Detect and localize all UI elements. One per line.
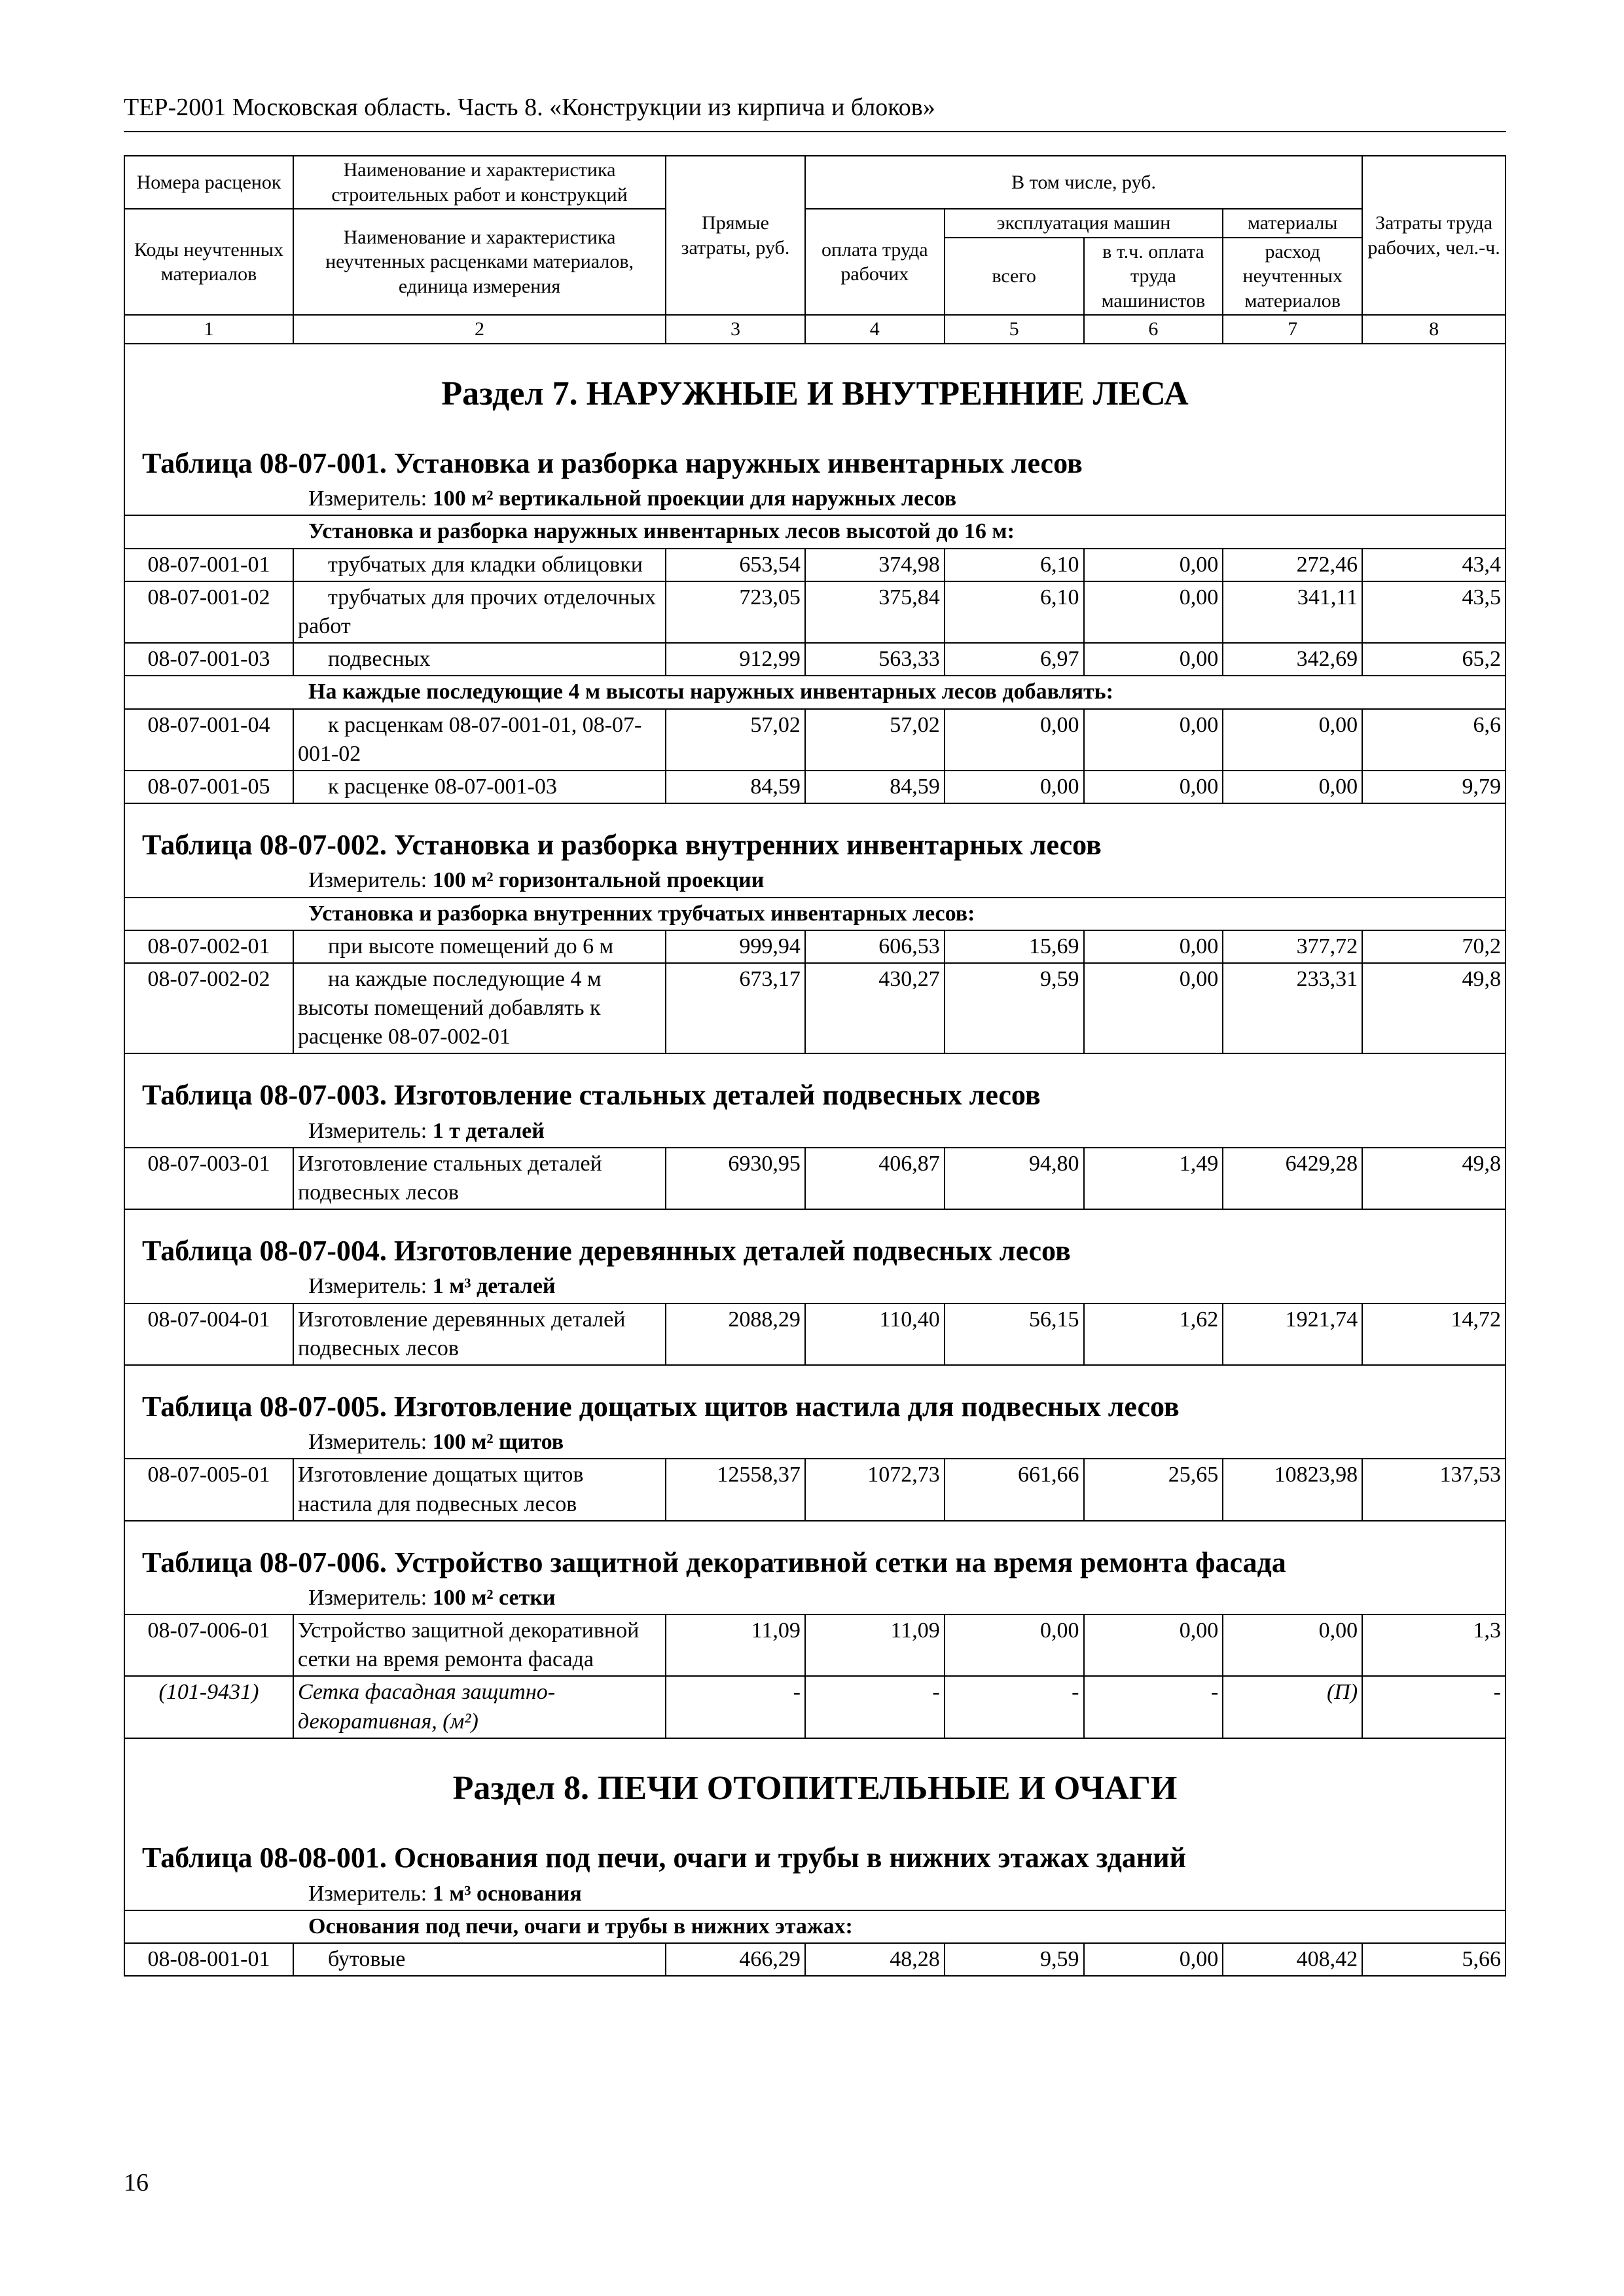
col-number: 7 (1223, 315, 1362, 344)
measure-line: Измеритель: 100 м² вертикальной проекции для наружных лесов (124, 483, 1506, 515)
table-title: Таблица 08-08-001. Основания под печи, очаги и трубы в нижних этажах зданий (124, 1817, 1506, 1878)
page-header: ТЕР-2001 Московская область. Часть 8. «Конструкции из кирпича и блоков» (124, 94, 935, 121)
table-row: 08-07-001-05 к расценке 08-07-001-03 84,59 84,59 0,00 0,00 0,00 9,79 (124, 771, 1506, 803)
section-title: Раздел 7. НАРУЖНЫЕ И ВНУТРЕННИЕ ЛЕСА (124, 344, 1506, 423)
col1-top: Номера расценок (124, 156, 293, 209)
table-title: Таблица 08-07-003. Изготовление стальных деталей подвесных лесов (124, 1053, 1506, 1115)
table-row: 08-08-001-01 бутовые 466,29 48,28 9,59 0,00 408,42 5,66 (124, 1943, 1506, 1976)
table-row: 08-07-004-01 Изготовление деревянных деталей подвесных лесов 2088,29 110,40 56,15 1,62 1921,74 14,72 (124, 1303, 1506, 1365)
col-number: 6 (1084, 315, 1223, 344)
table-row: 08-07-006-01 Устройство защитной декоративной сетки на время ремонта фасада 11,09 11,09 0,00 0,00 0,00 1,3 (124, 1614, 1506, 1676)
col-number: 8 (1362, 315, 1506, 344)
table-row: 08-07-005-01 Изготовление дощатых щитов настила для подвесных лесов 12558,37 1072,73 661,66 25,65 10823,98 137,53 (124, 1459, 1506, 1520)
table-header (124, 156, 1506, 344)
col-number: 3 (666, 315, 805, 344)
col4-header: оплата труда рабочих (805, 209, 945, 315)
col3-header: Прямые затраты, руб. (666, 156, 805, 315)
measure-line: Измеритель: 1 м³ основания (124, 1878, 1506, 1910)
col6-header: в т.ч. оплата труда машинистов (1084, 238, 1223, 316)
header-rule (124, 131, 1506, 132)
measure-line: Измеритель: 100 м² щитов (124, 1427, 1506, 1459)
table-row: 08-07-001-01 трубчатых для кладки облицовки 653,54 374,98 6,10 0,00 272,46 43,4 (124, 549, 1506, 581)
measure-line: Измеритель: 1 м³ деталей (124, 1271, 1506, 1303)
col-number: 1 (124, 315, 293, 344)
measure-line: Измеритель: 100 м² сетки (124, 1582, 1506, 1614)
col8-header: Затраты труда рабочих, чел.-ч. (1362, 156, 1506, 315)
table-title: Таблица 08-07-002. Установка и разборка внутренних инвентарных лесов (124, 803, 1506, 865)
table-row: 08-07-003-01 Изготовление стальных деталей подвесных лесов 6930,95 406,87 94,80 1,49 6429,28 49,8 (124, 1148, 1506, 1209)
table-title: Таблица 08-07-006. Устройство защитной декоративной сетки на время ремонта фасада (124, 1521, 1506, 1582)
group-heading: Основания под печи, очаги и трубы в нижних этажах: (124, 1910, 1506, 1943)
price-table (124, 155, 1506, 1977)
material-row: (101-9431) Сетка фасадная защитно-декоративная, (м²) - - - - (П) - (124, 1676, 1506, 1738)
table-row: 08-07-002-02 на каждые последующие 4 м высоты помещений добавлять к расценке 08-07-002-01 673,17 430,27 9,59 0,00 233,31 49,8 (124, 963, 1506, 1054)
col7-header: расход неучтенных материалов (1223, 238, 1362, 316)
col1-bottom: Коды неучтенных материалов (124, 209, 293, 315)
group-heading: Установка и разборка наружных инвентарных лесов высотой до 16 м: (124, 515, 1506, 548)
table-row: 08-07-001-02 трубчатых для прочих отделочных работ 723,05 375,84 6,10 0,00 341,11 43,5 (124, 581, 1506, 643)
group-heading: На каждые последующие 4 м высоты наружных инвентарных лесов добавлять: (124, 676, 1506, 708)
table-row: 08-07-002-01 при высоте помещений до 6 м 999,94 606,53 15,69 0,00 377,72 70,2 (124, 930, 1506, 963)
measure-line: Измеритель: 100 м² горизонтальной проекции (124, 865, 1506, 897)
col2-top: Наименование и характеристика строительных работ и конструкций (293, 156, 666, 209)
table-title: Таблица 08-07-004. Изготовление деревянных деталей подвесных лесов (124, 1209, 1506, 1271)
page-number: 16 (124, 2169, 149, 2196)
col-number: 5 (945, 315, 1084, 344)
table-title: Таблица 08-07-005. Изготовление дощатых щитов настила для подвесных лесов (124, 1365, 1506, 1427)
materials-header: материалы (1223, 209, 1362, 238)
col-number: 2 (293, 315, 666, 344)
group-heading: Установка и разборка внутренних трубчатых инвентарных лесов: (124, 898, 1506, 930)
section-title: Раздел 8. ПЕЧИ ОТОПИТЕЛЬНЫЕ И ОЧАГИ (124, 1738, 1506, 1817)
col2-bottom: Наименование и характеристика неучтенных расценками материалов, единица измерения (293, 209, 666, 315)
table-row: 08-07-001-03 подвесных 912,99 563,33 6,97 0,00 342,69 65,2 (124, 643, 1506, 676)
measure-line: Измеритель: 1 т деталей (124, 1116, 1506, 1148)
machines-header: эксплуатация машин (945, 209, 1223, 238)
table-title: Таблица 08-07-001. Установка и разборка наружных инвентарных лесов (124, 422, 1506, 483)
incl-header: В том числе, руб. (805, 156, 1362, 209)
table-row: 08-07-001-04 к расценкам 08-07-001-01, 08-07-001-02 57,02 57,02 0,00 0,00 0,00 6,6 (124, 709, 1506, 771)
col5-header: всего (945, 238, 1084, 316)
col-number: 4 (805, 315, 945, 344)
